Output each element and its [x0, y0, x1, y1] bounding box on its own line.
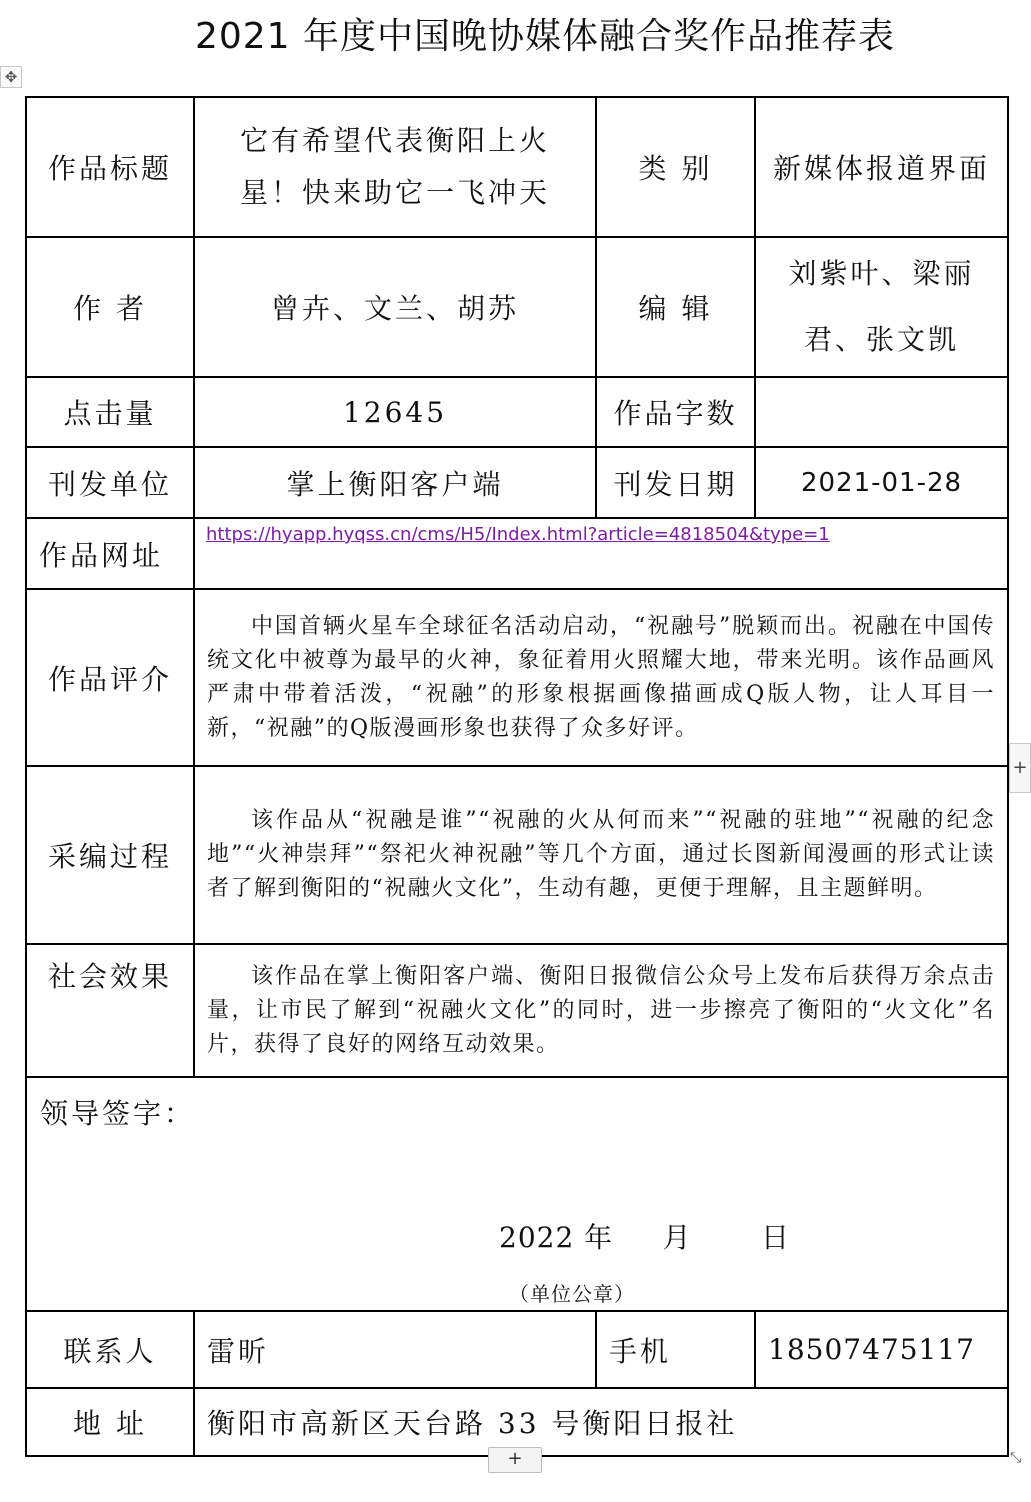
address-value[interactable]: 衡阳市高新区天台路 33 号衡阳日报社	[194, 1388, 1008, 1456]
resize-icon[interactable]: ⤡	[1010, 1450, 1022, 1466]
table-row	[26, 1388, 1008, 1456]
page-title: 2021 年度中国晚协媒体融合奖作品推荐表	[194, 16, 896, 57]
clicks-value[interactable]: 12645	[194, 377, 596, 447]
url-cell	[194, 518, 1008, 589]
sign-date: 2022 年 月 日	[499, 1221, 790, 1254]
category-value[interactable]: 新媒体报道界面	[755, 97, 1008, 237]
process-text[interactable]: 该作品从“祝融是谁”“祝融的火从何而来”“祝融的驻地”“祝融的纪念地”“火神崇拜”“祭祀火神祝融”等几个方面，通过长图新闻漫画的形式让读者了解到衡阳的“祝融火文化”，生动有趣，更便于理解，且主题鲜明。	[207, 808, 995, 901]
review-label: 作品评介	[26, 589, 194, 766]
contact-label: 联系人	[26, 1311, 194, 1388]
publisher-value[interactable]: 掌上衡阳客户端	[194, 447, 596, 518]
recommendation-table	[25, 96, 1009, 1457]
table-row	[26, 1077, 1008, 1311]
table-row	[26, 377, 1008, 447]
work-title-value[interactable]: 它有希望代表衡阳上火星！快来助它一飞冲天	[194, 97, 596, 237]
sign-label: 领导签字：	[40, 1097, 196, 1130]
add-column-icon[interactable]: +	[1009, 743, 1031, 793]
wordcount-value[interactable]	[755, 377, 1008, 447]
author-value[interactable]: 曾卉、文兰、胡苏	[194, 237, 596, 377]
editor-value[interactable]: 刘紫叶、梁丽君、张文凯	[755, 237, 1008, 377]
table-row	[26, 447, 1008, 518]
effect-text[interactable]: 该作品在掌上衡阳客户端、衡阳日报微信公众号上发布后获得万余点击量，让市民了解到“祝融火文化”的同时，进一步擦亮了衡阳的“火文化”名片，获得了良好的网络互动效果。	[207, 963, 995, 1057]
author-label: 作 者	[26, 237, 194, 377]
work-title-label: 作品标题	[26, 97, 194, 237]
table-row	[26, 1311, 1008, 1388]
process-label: 采编过程	[26, 766, 194, 944]
pubdate-label: 刊发日期	[596, 447, 755, 518]
effect-label: 社会效果	[26, 944, 194, 1077]
review-cell	[194, 589, 1008, 766]
clicks-label: 点击量	[26, 377, 194, 447]
pubdate-value[interactable]: 2021-01-28	[755, 447, 1008, 518]
category-label: 类 别	[596, 97, 755, 237]
table-row	[26, 237, 1008, 377]
review-text[interactable]: 中国首辆火星车全球征名活动启动，“祝融号”脱颖而出。祝融在中国传统文化中被尊为最早的火神，象征着用火照耀大地，带来光明。该作品画风严肃中带着活泼，“祝融”的形象根据画像描画成Q版人物，让人耳目一新，“祝融”的Q版漫画形象也获得了众多好评。	[207, 613, 995, 741]
wordcount-label: 作品字数	[596, 377, 755, 447]
table-row	[26, 766, 1008, 944]
contact-value[interactable]: 雷昕	[194, 1311, 596, 1388]
publisher-label: 刊发单位	[26, 447, 194, 518]
move-icon[interactable]: ✥	[0, 66, 22, 88]
seal-text: （单位公章）	[509, 1282, 635, 1306]
process-cell	[194, 766, 1008, 944]
url-label: 作品网址	[26, 518, 194, 589]
effect-cell	[194, 944, 1008, 1077]
add-row-button[interactable]: +	[488, 1447, 542, 1473]
editor-label: 编 辑	[596, 237, 755, 377]
address-label: 地 址	[26, 1388, 194, 1456]
phone-label: 手机	[596, 1311, 755, 1388]
table-row	[26, 944, 1008, 1077]
phone-value[interactable]: 18507475117	[755, 1311, 1008, 1388]
table-row	[26, 97, 1008, 237]
table-row	[26, 518, 1008, 589]
table-row	[26, 589, 1008, 766]
signature-area[interactable]	[26, 1077, 1008, 1311]
url-link[interactable]: https://hyapp.hyqss.cn/cms/H5/Index.html?article=4818504&type=1	[206, 524, 830, 545]
